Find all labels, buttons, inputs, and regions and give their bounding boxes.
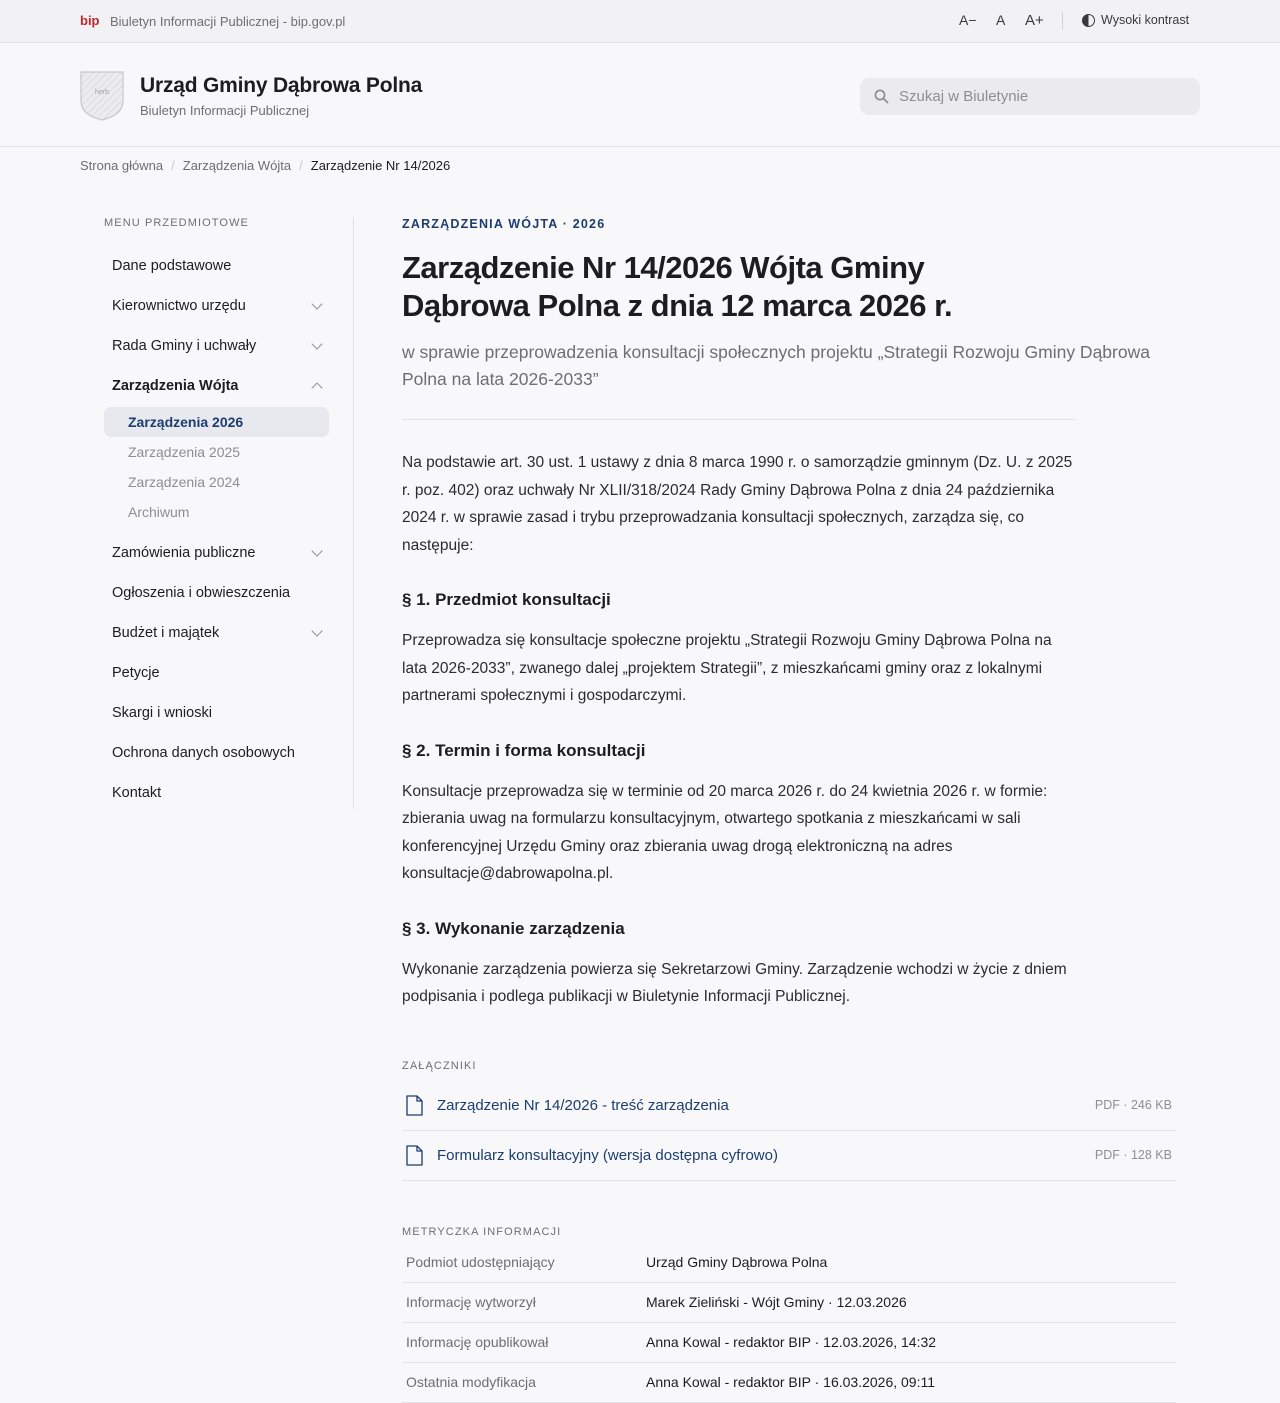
font-increase-button[interactable]: A+: [1025, 12, 1044, 29]
breadcrumb-separator: /: [171, 158, 175, 173]
sidebar-item-label: Ogłoszenia i obwieszczenia: [112, 585, 291, 601]
metryczka-row: [402, 1243, 1176, 1283]
submenu-item-2025[interactable]: Zarządzenia 2025: [128, 444, 241, 460]
sidebar-item-label: Zamówienia publiczne: [112, 545, 256, 561]
document-subtitle: w sprawie przeprowadzenia konsultacji społecznych projektu „Strategii Rozwoju Gminy Dąbrowa Polna na lata 2026-2033”: [402, 342, 1150, 389]
sidebar-item-budzet[interactable]: [104, 613, 329, 653]
search-input[interactable]: [899, 88, 1189, 105]
chevron-down-icon[interactable]: [311, 338, 322, 349]
metryczka-row: [402, 1323, 1176, 1363]
sidebar-item-kontakt[interactable]: [104, 773, 329, 813]
search-box[interactable]: [860, 78, 1200, 115]
metryczka-value: Anna Kowal - redaktor BIP · 12.03.2026, 14:32: [646, 1334, 937, 1350]
attachments-list: [402, 1081, 1176, 1181]
section-body: Konsultacje przeprowadza się w terminie od 20 marca 2026 r. do 24 kwietnia 2026 r. w formie: zbierania uwag na formularzu konsultacyjnym, otwartego spotkania z mieszkańcami w sali konferencyjnej Urzędu Gminy oraz zbierania uwag drogą elektroniczną na adres konsultacje@dabrowapolna.pl.: [402, 782, 1048, 882]
contrast-icon: [1082, 14, 1095, 27]
chevron-up-icon[interactable]: [311, 382, 322, 393]
sidebar-item-petycje[interactable]: [104, 653, 329, 693]
breadcrumb-parent[interactable]: Zarządzenia Wójta: [182, 158, 292, 173]
submenu-item-2024[interactable]: Zarządzenia 2024: [128, 474, 241, 490]
metryczka-value: Marek Zieliński - Wójt Gminy · 12.03.2026: [646, 1294, 907, 1310]
breadcrumb-separator: /: [299, 158, 303, 173]
breadcrumb: [80, 158, 450, 173]
document-icon: [406, 1145, 423, 1166]
site-header: [0, 43, 1280, 147]
section-title: § 3. Wykonanie zarządzenia: [402, 918, 625, 938]
sidebar-item-skargi[interactable]: [104, 693, 329, 733]
metryczka-value: Anna Kowal - redaktor BIP · 16.03.2026, 09:11: [646, 1374, 936, 1390]
sidebar-item-label: Rada Gminy i uchwały: [112, 338, 257, 354]
high-contrast-label: Wysoki kontrast: [1101, 13, 1190, 27]
site-subtitle: Biuletyn Informacji Publicznej: [140, 103, 310, 118]
attachment-item[interactable]: [402, 1081, 1176, 1131]
submenu-item-2026[interactable]: Zarządzenia 2026: [104, 407, 329, 437]
chevron-down-icon[interactable]: [311, 545, 322, 556]
site-title[interactable]: Urząd Gminy Dąbrowa Polna: [140, 74, 423, 97]
sidebar-item-label: Ochrona danych osobowych: [112, 745, 295, 761]
metryczka-value: Urząd Gminy Dąbrowa Polna: [646, 1254, 828, 1270]
section-body: Wykonanie zarządzenia powierza się Sekretarzowi Gminy. Zarządzenie wchodzi w życie z dniem podpisania i podlega publikacji w Biuletynie Informacji Publicznej.: [402, 960, 1067, 1005]
herb-placeholder-text: herb: [94, 89, 109, 96]
document-content: [402, 217, 1176, 1403]
sidebar-menu: [104, 217, 354, 809]
metryczka-table: [402, 1243, 1176, 1403]
sidebar-item-rada-gminy[interactable]: [104, 326, 329, 366]
top-bar: [0, 0, 1280, 43]
sidebar-item-label: Kontakt: [112, 785, 162, 801]
sidebar-item-label: Budżet i majątek: [112, 625, 220, 641]
attachment-link[interactable]: Formularz konsultacyjny (wersja dostępna cyfrowo): [437, 1146, 778, 1164]
attachments-heading: ZAŁĄCZNIKI: [402, 1059, 477, 1072]
document-title: Zarządzenie Nr 14/2026 Wójta Gminy Dąbrowa Polna z dnia 12 marca 2026 r.: [402, 250, 953, 323]
document-category[interactable]: ZARZĄDZENIA WÓJTA · 2026: [402, 217, 606, 231]
metryczka-key: Informację wytworzył: [406, 1294, 536, 1310]
sidebar-item-zarzadzenia-wojta[interactable]: [104, 366, 329, 406]
submenu-item-archiwum[interactable]: Archiwum: [128, 504, 190, 520]
metryczka-key: Informację opublikował: [406, 1334, 549, 1350]
sidebar-item-ogloszenia[interactable]: [104, 573, 329, 613]
topbar-divider: [1062, 12, 1063, 30]
section-body: Przeprowadza się konsultacje społeczne projektu „Strategii Rozwoju Gminy Dąbrowa Polna na lata 2026-2033”, zwanego dalej „projektem Strategii”, z mieszkańcami gminy oraz z lokalnymi partnerami społecznymi i gospodarczymi.: [402, 632, 1052, 704]
sidebar-item-kierownictwo[interactable]: [104, 286, 329, 326]
sidebar-item-dane-podstawowe[interactable]: [104, 246, 329, 286]
section-title: § 2. Termin i forma konsultacji: [402, 740, 646, 760]
metryczka-key: Podmiot udostępniający: [406, 1254, 555, 1270]
attachment-link[interactable]: Zarządzenie Nr 14/2026 - treść zarządzenia: [437, 1096, 729, 1114]
sidebar-item-ochrona-danych[interactable]: [104, 733, 329, 773]
sidebar-item-label: Kierownictwo urzędu: [112, 298, 246, 314]
herb-logo[interactable]: [80, 71, 124, 121]
bip-description[interactable]: Biuletyn Informacji Publicznej - bip.gov.pl: [110, 14, 346, 29]
metryczka-row: [402, 1363, 1176, 1403]
divider: [402, 419, 1075, 420]
search-icon: [874, 89, 889, 104]
attachment-item[interactable]: [402, 1131, 1176, 1181]
menu-heading: MENU PRZEDMIOTOWE: [104, 217, 249, 229]
document-intro: Na podstawie art. 30 ust. 1 ustawy z dnia 8 marca 1990 r. o samorządzie gminnym (Dz. U. z 2025 r. poz. 402) oraz uchwały Nr XLII/318/2024 Rady Gminy Dąbrowa Polna z dnia 24 października 2024 r. w sprawie zasad i trybu przeprowadzania konsultacji społecznych, zarządza się, co następuje:: [402, 454, 1073, 554]
chevron-down-icon[interactable]: [311, 298, 322, 309]
sidebar-item-label: Zarządzenia Wójta: [112, 378, 239, 394]
bip-logo[interactable]: bip: [80, 13, 100, 28]
document-icon: [406, 1095, 423, 1116]
attachment-meta: PDF · 246 KB: [1094, 1098, 1172, 1112]
metryczka-key: Ostatnia modyfikacja: [406, 1374, 536, 1390]
submenu-zarzadzenia: [104, 407, 353, 527]
chevron-down-icon[interactable]: [311, 625, 322, 636]
breadcrumb-current: Zarządzenie Nr 14/2026: [310, 158, 451, 173]
sidebar-item-label: Dane podstawowe: [112, 258, 232, 274]
sidebar-item-label: Petycje: [112, 665, 160, 681]
attachment-meta: PDF · 128 KB: [1094, 1148, 1172, 1162]
metryczka-row: [402, 1283, 1176, 1323]
sidebar-item-zamowienia[interactable]: [104, 533, 329, 573]
font-decrease-button[interactable]: A−: [959, 12, 977, 28]
shield-icon: [80, 71, 124, 121]
section-title: § 1. Przedmiot konsultacji: [402, 590, 611, 609]
breadcrumb-home[interactable]: Strona główna: [80, 158, 164, 173]
metryczka-heading: METRYCZKA INFORMACJI: [402, 1225, 562, 1238]
sidebar-item-label: Skargi i wnioski: [112, 705, 212, 721]
high-contrast-toggle[interactable]: [1082, 13, 1189, 27]
font-normal-button[interactable]: A: [996, 12, 1006, 28]
